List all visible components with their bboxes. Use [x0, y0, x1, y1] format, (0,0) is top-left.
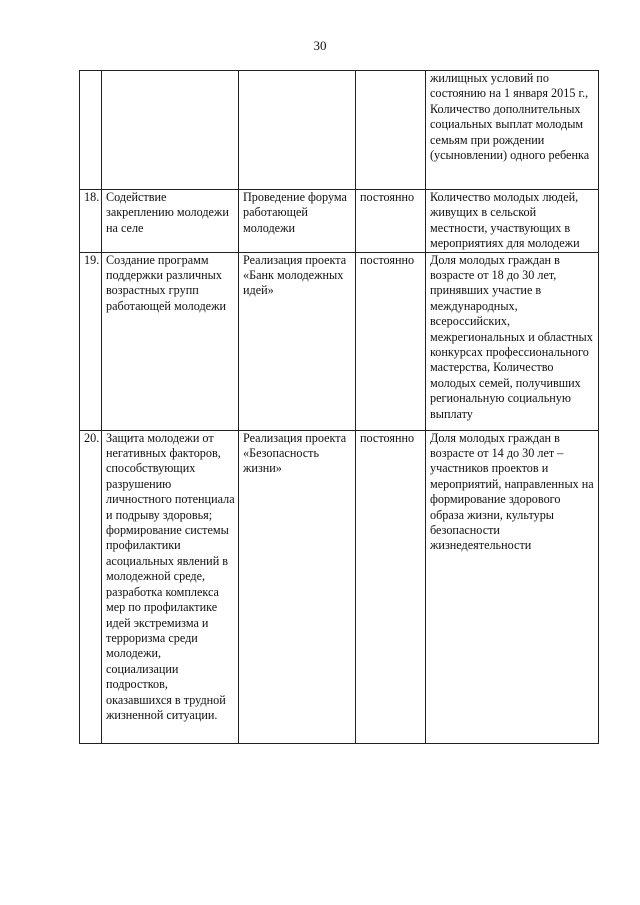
row-number-cell: 19. [80, 252, 102, 430]
task-cell: Содействие закреплению молодежи на селе [102, 190, 239, 253]
term-cell: постоянно [356, 190, 426, 253]
table-row-20 [80, 430, 599, 743]
row-number-cell: 18. [80, 190, 102, 253]
term-cell: постоянно [356, 430, 426, 743]
row-number-cell: 20. [80, 430, 102, 743]
row-number-cell [80, 71, 102, 190]
term-cell [356, 71, 426, 190]
program-table [79, 70, 599, 744]
task-cell [102, 71, 239, 190]
task-cell: Создание программ поддержки различных возрастных групп работающей молодежи [102, 252, 239, 430]
indicator-cell: Доля молодых граждан в возрасте от 18 до 30 лет, принявших участие в международных, всероссийских, межрегиональных и областных конкурсах профессионального мастерства, Количество молодых семей, получивших региональную социальную выплату [426, 252, 599, 430]
table-row-18 [80, 190, 599, 253]
event-cell [239, 71, 356, 190]
event-cell: Реализация проекта «Безопасность жизни» [239, 430, 356, 743]
table-row-19 [80, 252, 599, 430]
indicator-cell: Количество молодых людей, живущих в сельской местности, участвующих в мероприятиях для молодежи [426, 190, 599, 253]
page-number: 30 [313, 38, 327, 53]
indicator-cell: жилищных условий по состоянию на 1 января 2015 г., Количество дополнительных социальных выплат молодым семьям при рождении (усыновлении) одного ребенка [426, 71, 599, 190]
task-cell: Защита молодежи от негативных факторов, способствующих разрушению личностного потенциала и подрыву здоровья; формирование системы профилактики асоциальных явлений в молодежной среде, разработка комплекса мер по профилактике идей экстремизма и терроризма среди молодежи, социализации подростков, оказавшихся в трудной жизненной ситуации. [102, 430, 239, 743]
term-cell: постоянно [356, 252, 426, 430]
indicator-cell: Доля молодых граждан в возрасте от 14 до 30 лет – участников проектов и мероприятий, направленных на формирование здорового образа жизни, культуры безопасности жизнедеятельности [426, 430, 599, 743]
event-cell: Реализация проекта «Банк молодежных идей» [239, 252, 356, 430]
table-row-continuation [80, 71, 599, 190]
event-cell: Проведение форума работающей молодежи [239, 190, 356, 253]
